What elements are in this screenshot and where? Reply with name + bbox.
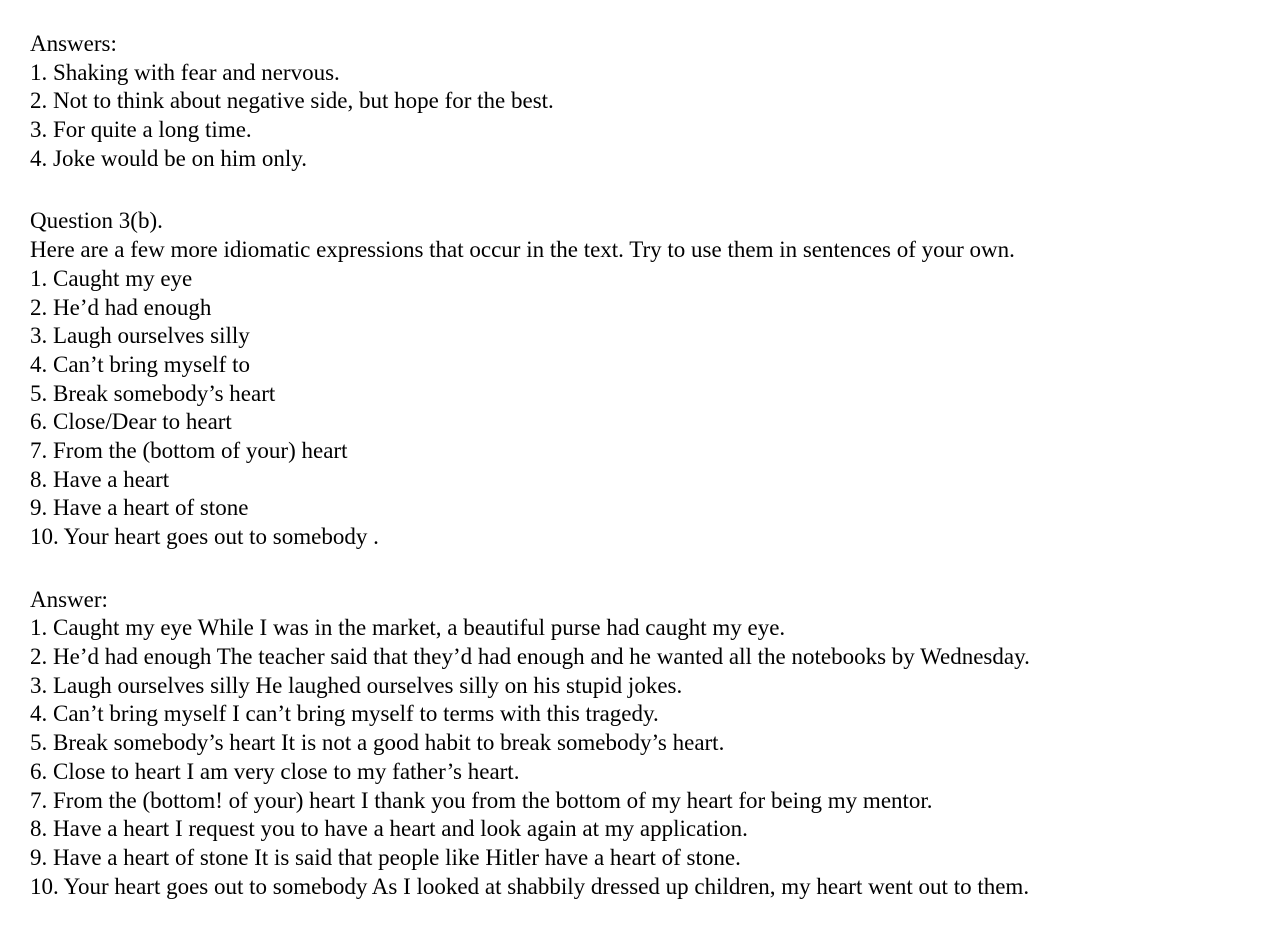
sentence-item: 2. He’d had enough The teacher said that they’d had enough and he wanted all the notebooks by Wednesday. [30, 644, 1030, 670]
question-heading: Question 3(b). [30, 208, 163, 234]
sentence-item: 8. Have a heart I request you to have a heart and look again at my application. [30, 816, 748, 842]
expression-item: 10. Your heart goes out to somebody . [30, 524, 379, 549]
expression-item: 7. From the (bottom of your) heart [30, 437, 348, 463]
sentence-item: 5. Break somebody’s heart It is not a good habit to break somebody’s heart. [30, 730, 725, 756]
expression-item: 1. Caught my eye [30, 265, 193, 291]
expression-item: 3. Laugh ourselves silly [30, 323, 250, 349]
sentence-item: 7. From the (bottom! of your) heart I thank you from the bottom of my heart for being my mentor. [30, 787, 933, 813]
answer-item: 1. Shaking with fear and nervous. [30, 59, 340, 85]
expression-item: 6. Close/Dear to heart [30, 409, 232, 435]
expression-item: 5. Break somebody’s heart [30, 380, 276, 406]
sentence-item: 10. Your heart goes out to somebody As I looked at shabbily dressed up children, my heart went out to them. [30, 873, 1030, 899]
sentence-item: 1. Caught my eye While I was in the market, a beautiful purse had caught my eye. [30, 615, 786, 641]
answer-item: 4. Joke would be on him only. [30, 145, 308, 171]
document-page [30, 30, 1260, 901]
answer-section [30, 586, 1260, 902]
section-spacer [30, 552, 1260, 586]
answers-section [30, 30, 1260, 173]
answers-heading: Answers: [30, 31, 117, 56]
answer-item: 3. For quite a long time. [30, 117, 252, 143]
expression-item: 9. Have a heart of stone [30, 495, 249, 521]
expression-item: 4. Can’t bring myself to [30, 351, 250, 377]
sentence-item: 6. Close to heart I am very close to my father’s heart. [30, 758, 520, 784]
expression-item: 2. He’d had enough [30, 294, 212, 320]
section-spacer [30, 173, 1260, 207]
answer-heading: Answer: [30, 586, 108, 612]
expression-item: 8. Have a heart [30, 466, 170, 492]
answer-item: 2. Not to think about negative side, but hope for the best. [30, 88, 554, 114]
sentence-item: 4. Can’t bring myself I can’t bring myself to terms with this tragedy. [30, 701, 659, 727]
sentence-item: 3. Laugh ourselves silly He laughed ourselves silly on his stupid jokes. [30, 672, 683, 698]
question-prompt: Here are a few more idiomatic expressions that occur in the text. Try to use them in sentences of your own. [30, 237, 1015, 263]
sentence-item: 9. Have a heart of stone It is said that people like Hitler have a heart of stone. [30, 844, 741, 870]
question-section [30, 207, 1260, 551]
